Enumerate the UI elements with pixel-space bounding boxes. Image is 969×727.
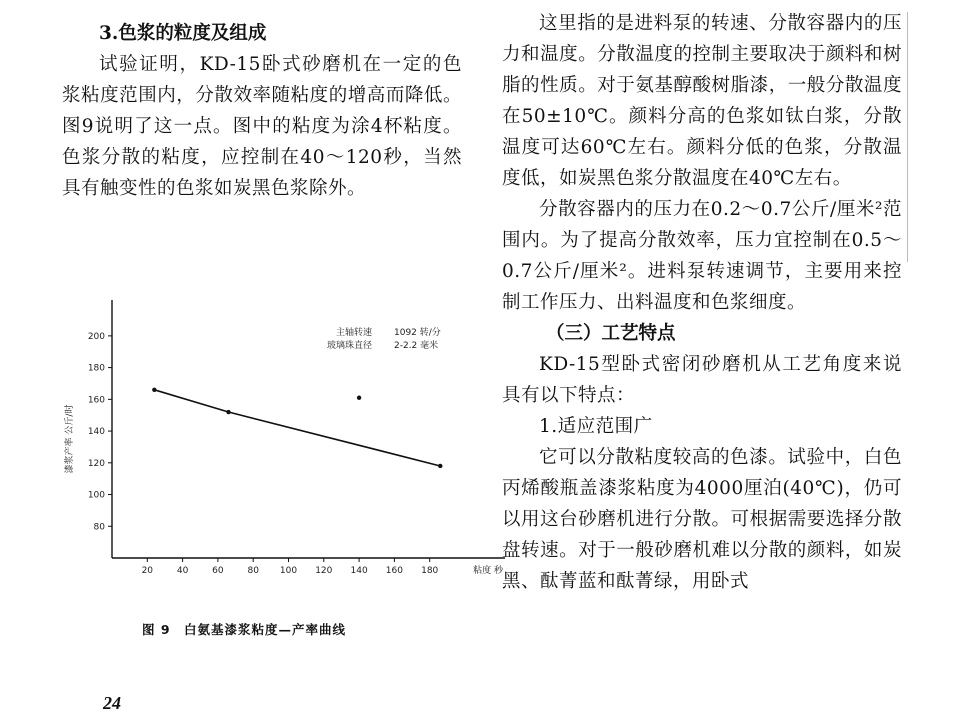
annotation-label: 玻璃珠直径 (326, 341, 372, 351)
x-tick-label: 140 (350, 566, 368, 576)
column-edge-rule (907, 12, 908, 262)
page-number: 24 (103, 693, 121, 713)
x-tick-label: 60 (212, 566, 224, 576)
annotation-label: 主轴转速 (335, 328, 372, 338)
y-tick-label: 120 (87, 458, 105, 469)
data-point (152, 388, 156, 392)
y-tick-label: 180 (87, 363, 105, 374)
left-column (62, 18, 462, 204)
paragraph-wide-range: 它可以分散粘度较高的色漆。试验中，白色丙烯酸瓶盖漆浆粘度为4000厘泊(40℃)，仍可以用这台砂磨机进行分散。可根据需要选择分散盘转速。对于一般砂磨机难以分散的颜料，如炭黑、酞菁蓝和酞菁绿，用卧式 (502, 447, 902, 592)
annotation-value: 2-2.2 毫米 (394, 341, 439, 351)
x-tick-label: 80 (247, 566, 259, 576)
data-point (438, 464, 442, 468)
y-tick-label: 140 (87, 427, 105, 438)
right-column (502, 8, 902, 597)
y-tick-label: 200 (87, 331, 105, 342)
x-axis-label: 粘度 秒 (473, 566, 503, 576)
section-heading-process-features: （三）工艺特点 (546, 323, 676, 344)
data-point (226, 410, 230, 414)
outlier-point (357, 396, 361, 400)
x-tick-label: 160 (385, 566, 403, 576)
x-tick-label: 120 (315, 566, 333, 576)
x-tick-label: 180 (421, 566, 439, 576)
subheading-wide-range: 1.适应范围广 (539, 416, 653, 437)
annotation-value: 1092 转/分 (394, 328, 441, 338)
y-tick-label: 80 (93, 522, 105, 533)
figure-caption: 图 9 白氨基漆浆粘度—产率曲线 (142, 622, 347, 637)
y-tick-label: 100 (87, 490, 105, 501)
paragraph-process-params: 这里指的是进料泵的转速、分散容器内的压力和温度。分散温度的控制主要取决于颜料和树脂的性质。对于氨基醇酸树脂漆，一般分散温度在50±10℃。颜料分高的色浆如钛白浆，分散温度可达60℃左右。颜料分低的色浆，分散温度低，如炭黑色浆分散温度在40℃左右。 (502, 13, 902, 189)
y-tick-label: 160 (87, 395, 105, 406)
x-tick-label: 20 (141, 566, 154, 576)
paragraph-viscosity: 试验证明，KD-15卧式砂磨机在一定的色浆粘度范围内，分散效率随粘度的增高而降低。图9说明了这一点。图中的粘度为涂4杯粘度。色浆分散的粘度，应控制在40～120秒，当然具有触变性的色浆如炭黑色浆除外。 (62, 54, 462, 199)
x-tick-label: 40 (176, 566, 189, 576)
x-tick-label: 100 (279, 566, 298, 576)
viscosity-yield-chart (40, 290, 510, 590)
figure-9 (40, 290, 510, 590)
y-axis-label: 漆浆产率 公斤/时 (65, 404, 75, 474)
series-line (154, 390, 440, 466)
paragraph-pressure: 分散容器内的压力在0.2～0.7公斤/厘米²范围内。为了提高分散效率，压力宜控制在0.5～0.7公斤/厘米²。进料泵转速调节，主要用来控制工作压力、出料温度和色浆细度。 (502, 199, 902, 313)
section-heading-pigment-paste: 3.色浆的粒度及组成 (99, 23, 267, 44)
paragraph-features-intro: KD-15型卧式密闭砂磨机从工艺角度来说具有以下特点： (502, 354, 902, 406)
